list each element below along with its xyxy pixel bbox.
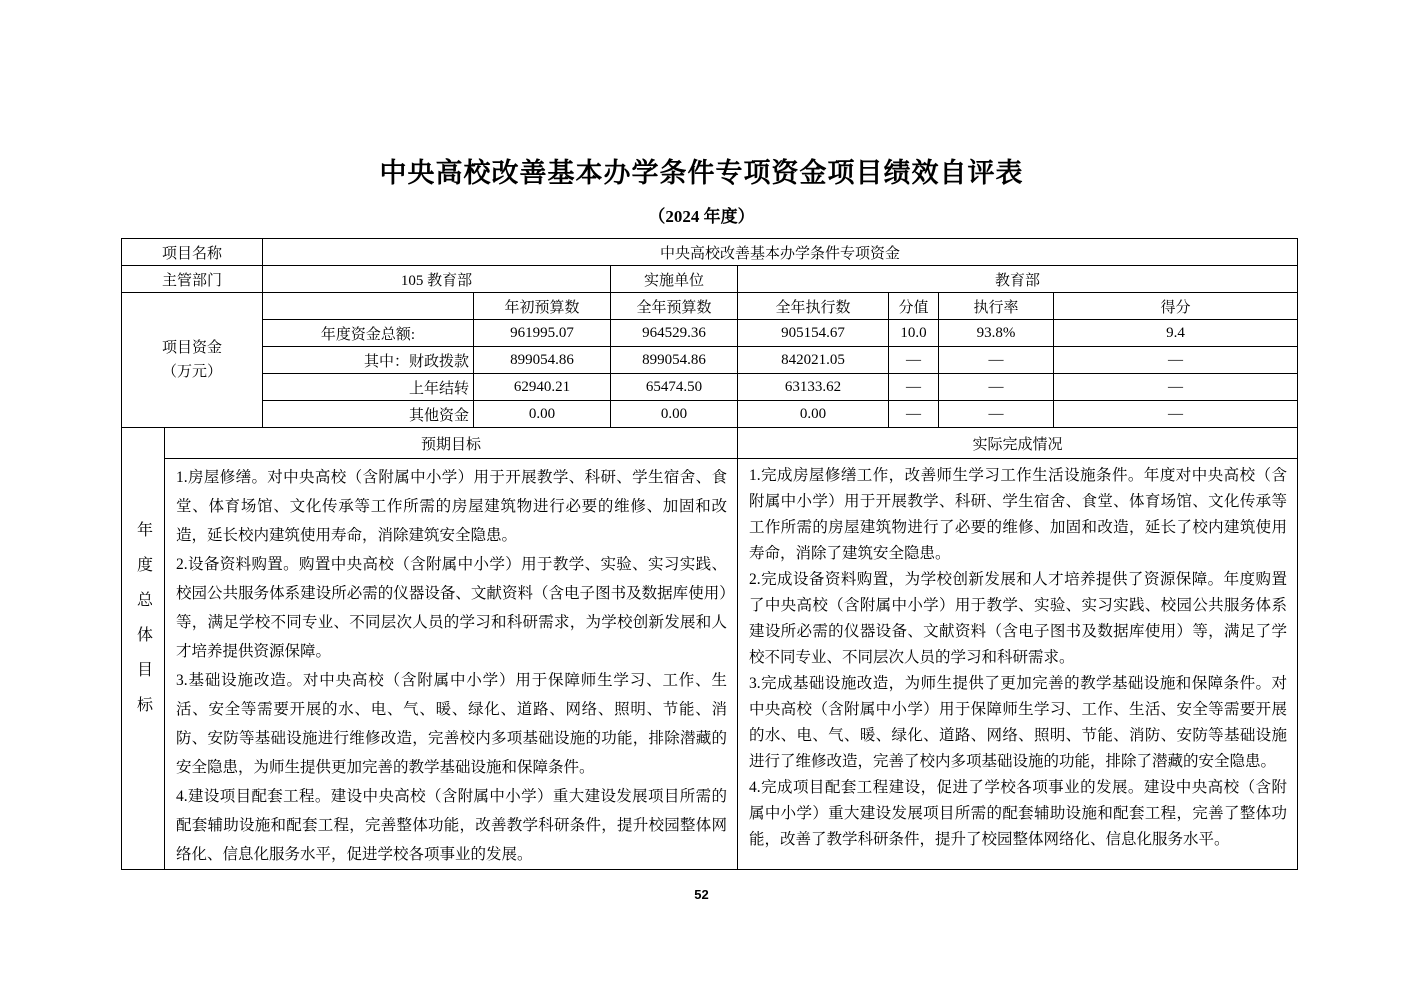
funding-corner-cell [263, 293, 474, 320]
cell-other-initial-budget: 0.00 [474, 401, 611, 428]
funding-row-total [122, 320, 1298, 347]
implementing-unit-value: 教育部 [738, 266, 1298, 293]
implementing-unit-label: 实施单位 [611, 266, 738, 293]
funding-section-label-line1: 项目资金 [161, 340, 222, 356]
department-value: 105 教育部 [263, 266, 611, 293]
cell-fiscal-execution-rate: — [939, 347, 1054, 374]
cell-total-execution-rate: 93.8% [939, 320, 1054, 347]
goals-header-row [122, 428, 1298, 459]
funding-row-other [122, 401, 1298, 428]
cell-other-annual-execution: 0.00 [738, 401, 889, 428]
row-label-carryover: 上年结转 [263, 374, 474, 401]
cell-fiscal-initial-budget: 899054.86 [474, 347, 611, 374]
cell-other-score: — [1054, 401, 1298, 428]
cell-total-annual-budget: 964529.36 [611, 320, 738, 347]
cell-total-initial-budget: 961995.07 [474, 320, 611, 347]
cell-fiscal-annual-budget: 899054.86 [611, 347, 738, 374]
actual-completion-paragraph-2: 2.完成设备资料购置，为学校创新发展和人才培养提供了资源保障。年度购置了中央高校（含附属中小学）用于教学、实验、实习实践、校园公共服务体系建设所必需的仪器设备、文献资料（含电子图书及数据库使用）等，满足了学校不同专业、不同层次人员的学习和科研需求。 [749, 571, 1287, 666]
page-subtitle: （2024 年度） [648, 207, 755, 226]
cell-fiscal-score: — [1054, 347, 1298, 374]
actual-completion-paragraph-1: 1.完成房屋修缮工作，改善师生学习工作生活设施条件。年度对中央高校（含附属中小学）用于开展教学、科研、学生宿舍、食堂、体育场馆、文化传承等工作所需的房屋建筑物进行了必要的维修、加固和改造，延长了校内建筑使用寿命，消除了建筑安全隐患。 [749, 467, 1287, 562]
column-header-execution-rate: 执行率 [939, 293, 1054, 320]
column-header-annual-budget: 全年预算数 [611, 293, 738, 320]
page-number: 52 [694, 887, 709, 902]
goals-body-row [122, 459, 1298, 870]
actual-completion-paragraph-4: 4.完成项目配套工程建设，促进了学校各项事业的发展。建设中央高校（含附属中小学）重大建设发展项目所需的配套辅助设施和配套工程，完善了整体功能，改善了教学科研条件，提升了校园整体网络化、信息化服务水平。 [749, 779, 1287, 848]
funding-row-carryover [122, 374, 1298, 401]
expected-goal-paragraph-3: 3.基础设施改造。对中央高校（含附属中小学）用于保障师生学习、工作、生活、安全等需要开展的水、电、气、暖、绿化、道路、网络、照明、节能、消防、安防等基础设施进行维修改造，完善校内多项基础设施的功能，排除潜藏的安全隐患，为师生提供更加完善的教学基础设施和保障条件。 [176, 672, 727, 776]
cell-other-execution-rate: — [939, 401, 1054, 428]
actual-completion-header: 实际完成情况 [738, 428, 1298, 459]
cell-total-score-value: 10.0 [889, 320, 939, 347]
cell-other-score-value: — [889, 401, 939, 428]
annual-goals-side-label: 年度总体目标 [134, 521, 152, 731]
cell-other-annual-budget: 0.00 [611, 401, 738, 428]
project-name-value: 中央高校改善基本办学条件专项资金 [263, 239, 1298, 266]
funding-section-label [122, 293, 263, 428]
project-info-table [121, 238, 1298, 428]
department-label: 主管部门 [122, 266, 263, 293]
expected-goal-paragraph-1: 1.房屋修缮。对中央高校（含附属中小学）用于开展教学、科研、学生宿舍、食堂、体育场馆、文化传承等工作所需的房屋建筑物进行必要的维修、加固和改造，延长校内建筑使用寿命，消除建筑安全隐患。 [176, 469, 727, 544]
row-label-fiscal-allocation: 其中：财政拨款 [263, 347, 474, 374]
department-row [122, 266, 1298, 293]
expected-goal-paragraph-2: 2.设备资料购置。购置中央高校（含附属中小学）用于教学、实验、实习实践、校园公共服务体系建设所必需的仪器设备、文献资料（含电子图书及数据库使用）等，满足学校不同专业、不同层次人员的学习和科研需求，为学校创新发展和人才培养提供资源保障。 [176, 556, 727, 660]
funding-row-fiscal [122, 347, 1298, 374]
column-header-score-value: 分值 [889, 293, 939, 320]
cell-carryover-execution-rate: — [939, 374, 1054, 401]
cell-carryover-annual-execution: 63133.62 [738, 374, 889, 401]
column-header-initial-budget: 年初预算数 [474, 293, 611, 320]
project-name-label: 项目名称 [122, 239, 263, 266]
expected-goal-paragraph-4: 4.建设项目配套工程。建设中央高校（含附属中小学）重大建设发展项目所需的配套辅助设施和配套工程，完善整体功能，改善教学科研条件，提升校园整体网络化、信息化服务水平，促进学校各项事业的发展。 [176, 788, 727, 863]
annual-goals-side-label-cell [122, 428, 165, 870]
cell-carryover-initial-budget: 62940.21 [474, 374, 611, 401]
cell-fiscal-score-value: — [889, 347, 939, 374]
column-header-score: 得分 [1054, 293, 1298, 320]
cell-fiscal-annual-execution: 842021.05 [738, 347, 889, 374]
funding-section-label-line2: （万元） [161, 364, 222, 380]
page-title: 中央高校改善基本办学条件专项资金项目绩效自评表 [379, 158, 1024, 188]
expected-goals-cell [165, 459, 738, 870]
actual-completion-cell [738, 459, 1298, 870]
cell-total-annual-execution: 905154.67 [738, 320, 889, 347]
expected-goals-header: 预期目标 [165, 428, 738, 459]
funding-header-row [122, 293, 1298, 320]
annual-goals-table [121, 427, 1298, 870]
cell-total-score: 9.4 [1054, 320, 1298, 347]
cell-carryover-score-value: — [889, 374, 939, 401]
column-header-annual-execution: 全年执行数 [738, 293, 889, 320]
row-label-other-funds: 其他资金 [263, 401, 474, 428]
project-name-row [122, 239, 1298, 266]
cell-carryover-score: — [1054, 374, 1298, 401]
row-label-annual-total: 年度资金总额: [263, 320, 474, 347]
cell-carryover-annual-budget: 65474.50 [611, 374, 738, 401]
actual-completion-paragraph-3: 3.完成基础设施改造，为师生提供了更加完善的教学基础设施和保障条件。对中央高校（含附属中小学）用于保障师生学习、工作、生活、安全等需要开展的水、电、气、暖、绿化、道路、网络、照明、节能、消防、安防等基础设施进行了维修改造，完善了校内多项基础设施的功能，排除了潜藏的安全隐患。 [749, 675, 1287, 770]
